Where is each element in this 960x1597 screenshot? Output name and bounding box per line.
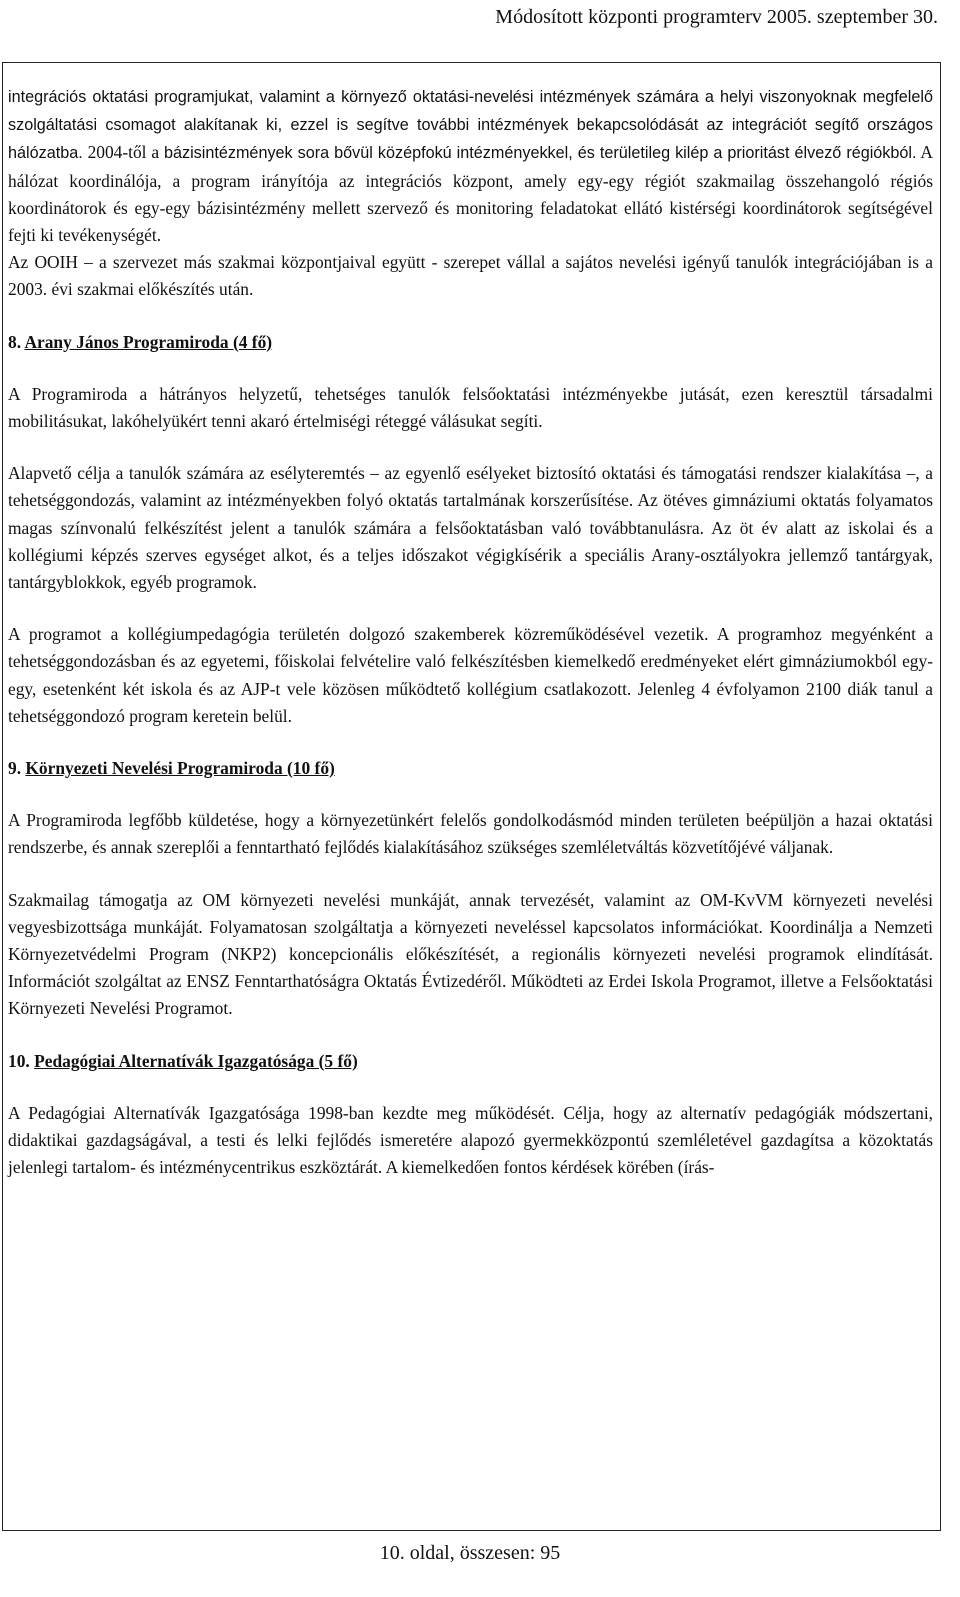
- page-footer: 10. oldal, összesen: 95: [379, 1542, 561, 1564]
- section-8-paragraph-1: A Programiroda a hátrányos helyzetű, tehetséges tanulók felsőoktatási intézményekbe jutását, ezen keresztül társadalmi mobilitásukat, lakóhelyükért tenni akaró értelmiségi réteggé válásukat segíti.: [8, 383, 933, 432]
- section-9-paragraph-1: A Programiroda legfőbb küldetése, hogy a környezetünkért felelős gondolkodásmód minden területen beépüljön a hazai oktatási rendszerbe, és annak szereplői a fenntartható fejlődés kialakításához szükséges szemléletváltás közvetítőjévé váljanak.: [8, 810, 933, 858]
- document-body: [8, 83, 933, 1182]
- section-10-paragraph-1: A Pedagógiai Alternatívák Igazgatósága 1998-ban kezdte meg működését. Célja, hogy az alternatív pedagógiák módszertani, didaktikai gazdagságával, a testi és lelki fejlődés ismeretére alapozó gyermekközpontú szemléletével gazdagítsa a közoktatás jelenlegi tartalom- és intézménycentrikus eszköztárát. A kiemelkedően fontos kérdések körében (írás-: [8, 1102, 933, 1178]
- page-header: Módosított központi programterv 2005. szeptember 30.: [495, 6, 938, 28]
- section-9-paragraph-2: Szakmailag támogatja az OM környezeti nevelési munkáját, annak tervezését, valamint az OM-KvVM környezeti nevelési vegyesbizottsága munkáját. Folyamatosan szolgáltatja a környezeti neveléssel kapcsolatos információkat. Koordinálja a Nemzeti Környezetvédelmi Program (NKP2) koncepcionális előkészítését, a regionális környezeti nevelési programok elindítását. Információt szolgáltat az ENSZ Fenntarthatóságra Oktatás Évtizedéről. Működteti az Erdei Iskola Programot, illetve a Felsőoktatási Környezeti Nevelési Programot.: [8, 889, 933, 1019]
- section-10-heading: 10. Pedagógiai Alternatívák Igazgatósága (5 fő): [8, 1050, 358, 1071]
- intro-paragraph-2: Az OOIH – a szervezet más szakmai központjaival együtt - szerepet vállal a sajátos nevelési igényű tanulók integrációjában is a 2003. évi szakmai előkészítés után.: [8, 252, 933, 300]
- section-8-paragraph-2: Alapvető célja a tanulók számára az esélyteremtés – az egyenlő esélyeket biztosító oktatási és támogatási rendszer kialakítása –, a tehetséggondozás, valamint az intézményekben folyó oktatás tartalmának korszerűsítése. Az ötéves gimnáziumi oktatás folyamatos magas színvonalú felkészítést jelent a tanulók számára a felsőoktatásban való továbbtanulásra. Az öt év alatt az iskolai és a kollégiumi képzés szerves egységet alkot, és a teljes időszakot végigkísérik a speciális Arany-osztályokra jellemző tantárgyak, tantárgyblokkok, egyéb programok.: [8, 463, 933, 593]
- section-8-heading: 8. Arany János Programiroda (4 fő): [8, 331, 273, 352]
- section-9-heading: 9. Környezeti Nevelési Programiroda (10 fő): [8, 758, 335, 779]
- intro-paragraph-1: integrációs oktatási programjukat, valamint a környező oktatási-nevelési intézmények számára a helyi viszonyoknak megfelelő szolgáltatási csomagot alakítanak ki, ezzel is segítve további intézmények bekapcsolódását az integrációt segítő országos hálózatba. 2004-től a bázisintézmények sora bővül középfokú intézményekkel, és területileg kilép a prioritást élvező régiókból. A hálózat koordinálója, a program irányítója az integrációs központ, amely egy-egy régiót szakmailag összehangoló régiós koordinátorok és egy-egy bázisintézmény mellett szervező és monitoring feladatokat ellátó kistérségi koordinátorok segítségével fejti ki tevékenységét.: [8, 88, 933, 246]
- section-8-paragraph-3: A programot a kollégiumpedagógia területén dolgozó szakemberek közreműködésével vezetik. A programhoz megyénként a tehetséggondozásban és az egyetemi, főiskolai felvételire való felkészítésben kiemelkedő eredményeket elért gimnáziumokból egy-egy, esetenként két iskola és az AJP-t vele közösen működtető kollégium csatlakozott. Jelenleg 4 évfolyamon 2100 diák tanul a tehetséggondozó program keretein belül.: [8, 624, 933, 726]
